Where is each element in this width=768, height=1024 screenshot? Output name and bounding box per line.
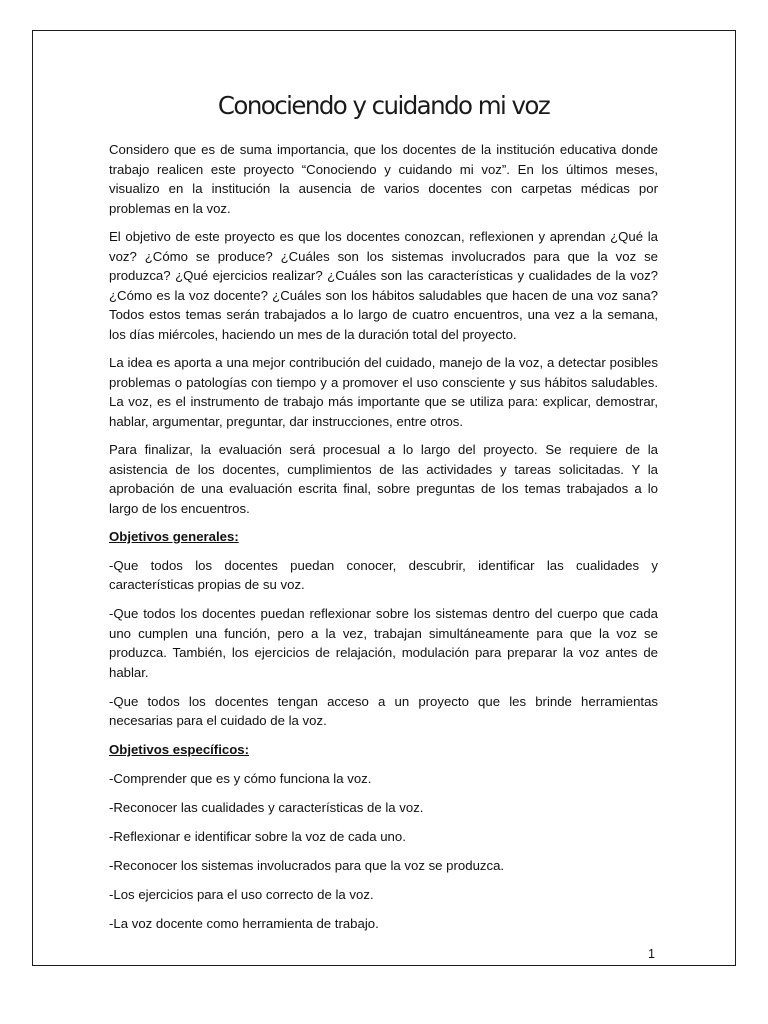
paragraph-evaluation: Para finalizar, la evaluación será procesual a lo largo del proyecto. Se requiere de la asistencia de los docentes, cumplimientos de las actividades y tareas solicitadas. Y la aprobación de una evaluación escrita final, sobre preguntas de los temas trabajados a lo largo de los encuentros.: [109, 442, 658, 516]
document-body: [109, 86, 658, 943]
general-objective-item: -Que todos los docentes tengan acceso a un proyecto que les brinde herramientas necesarias para el cuidado de la voz.: [109, 693, 658, 728]
paragraph-objective: El objetivo de este proyecto es que los docentes conozcan, reflexionen y aprendan ¿Qué la voz? ¿Cómo se produce? ¿Cuáles son los sistemas involucrados para que la voz se produzca? ¿Qué ejercicios realizar? ¿Cuáles son las características y cualidades de la voz? ¿Cómo es la voz docente? ¿Cuáles son los hábitos saludables que hacen de una voz sana? Todos estos temas serán trabajados a lo largo de cuatro encuentros, una vez a la semana, los días miércoles, haciendo un mes de la duración total del proyecto.: [109, 229, 658, 342]
specific-objective-item: -La voz docente como herramienta de trabajo.: [109, 915, 379, 931]
specific-objective-item: -Los ejercicios para el uso correcto de la voz.: [109, 886, 374, 902]
specific-objective-item: -Reconocer las cualidades y características de la voz.: [109, 799, 424, 815]
general-objective-item: -Que todos los docentes puedan reflexionar sobre los sistemas dentro del cuerpo que cada uno cumplen una función, pero a la vez, trabajan simultáneamente para que la voz se produzca. También, los ejercicios de relajación, modulación para preparar la voz antes de hablar.: [109, 606, 658, 680]
paragraph-intro: Considero que es de suma importancia, que los docentes de la institución educativa donde trabajo realicen este proyecto “Conociendo y cuidando mi voz”. En los últimos meses, visualizo en la institución la ausencia de varios docentes con carpetas médicas por problemas en la voz.: [109, 142, 658, 216]
specific-objectives-heading: Objetivos específicos:: [109, 742, 249, 757]
document-title: Conociendo y cuidando mi voz: [217, 91, 550, 120]
specific-objective-item: -Comprender que es y cómo funciona la voz.: [109, 770, 372, 786]
paragraph-idea: La idea es aporta a una mejor contribución del cuidado, manejo de la voz, a detectar posibles problemas o patologías con tiempo y a promover el uso consciente y sus hábitos saludables. La voz, es el instrumento de trabajo más importante que se utiliza para: explicar, demostrar, hablar, argumentar, preguntar, dar instrucciones, entre otros.: [109, 355, 658, 429]
general-objectives-heading: Objetivos generales:: [109, 529, 239, 544]
page-number: 1: [648, 947, 655, 961]
general-objective-item: -Que todos los docentes puedan conocer, descubrir, identificar las cualidades y características propias de su voz.: [109, 557, 658, 592]
specific-objective-item: -Reconocer los sistemas involucrados para que la voz se produzca.: [109, 857, 505, 873]
specific-objective-item: -Reflexionar e identificar sobre la voz de cada uno.: [109, 828, 406, 844]
